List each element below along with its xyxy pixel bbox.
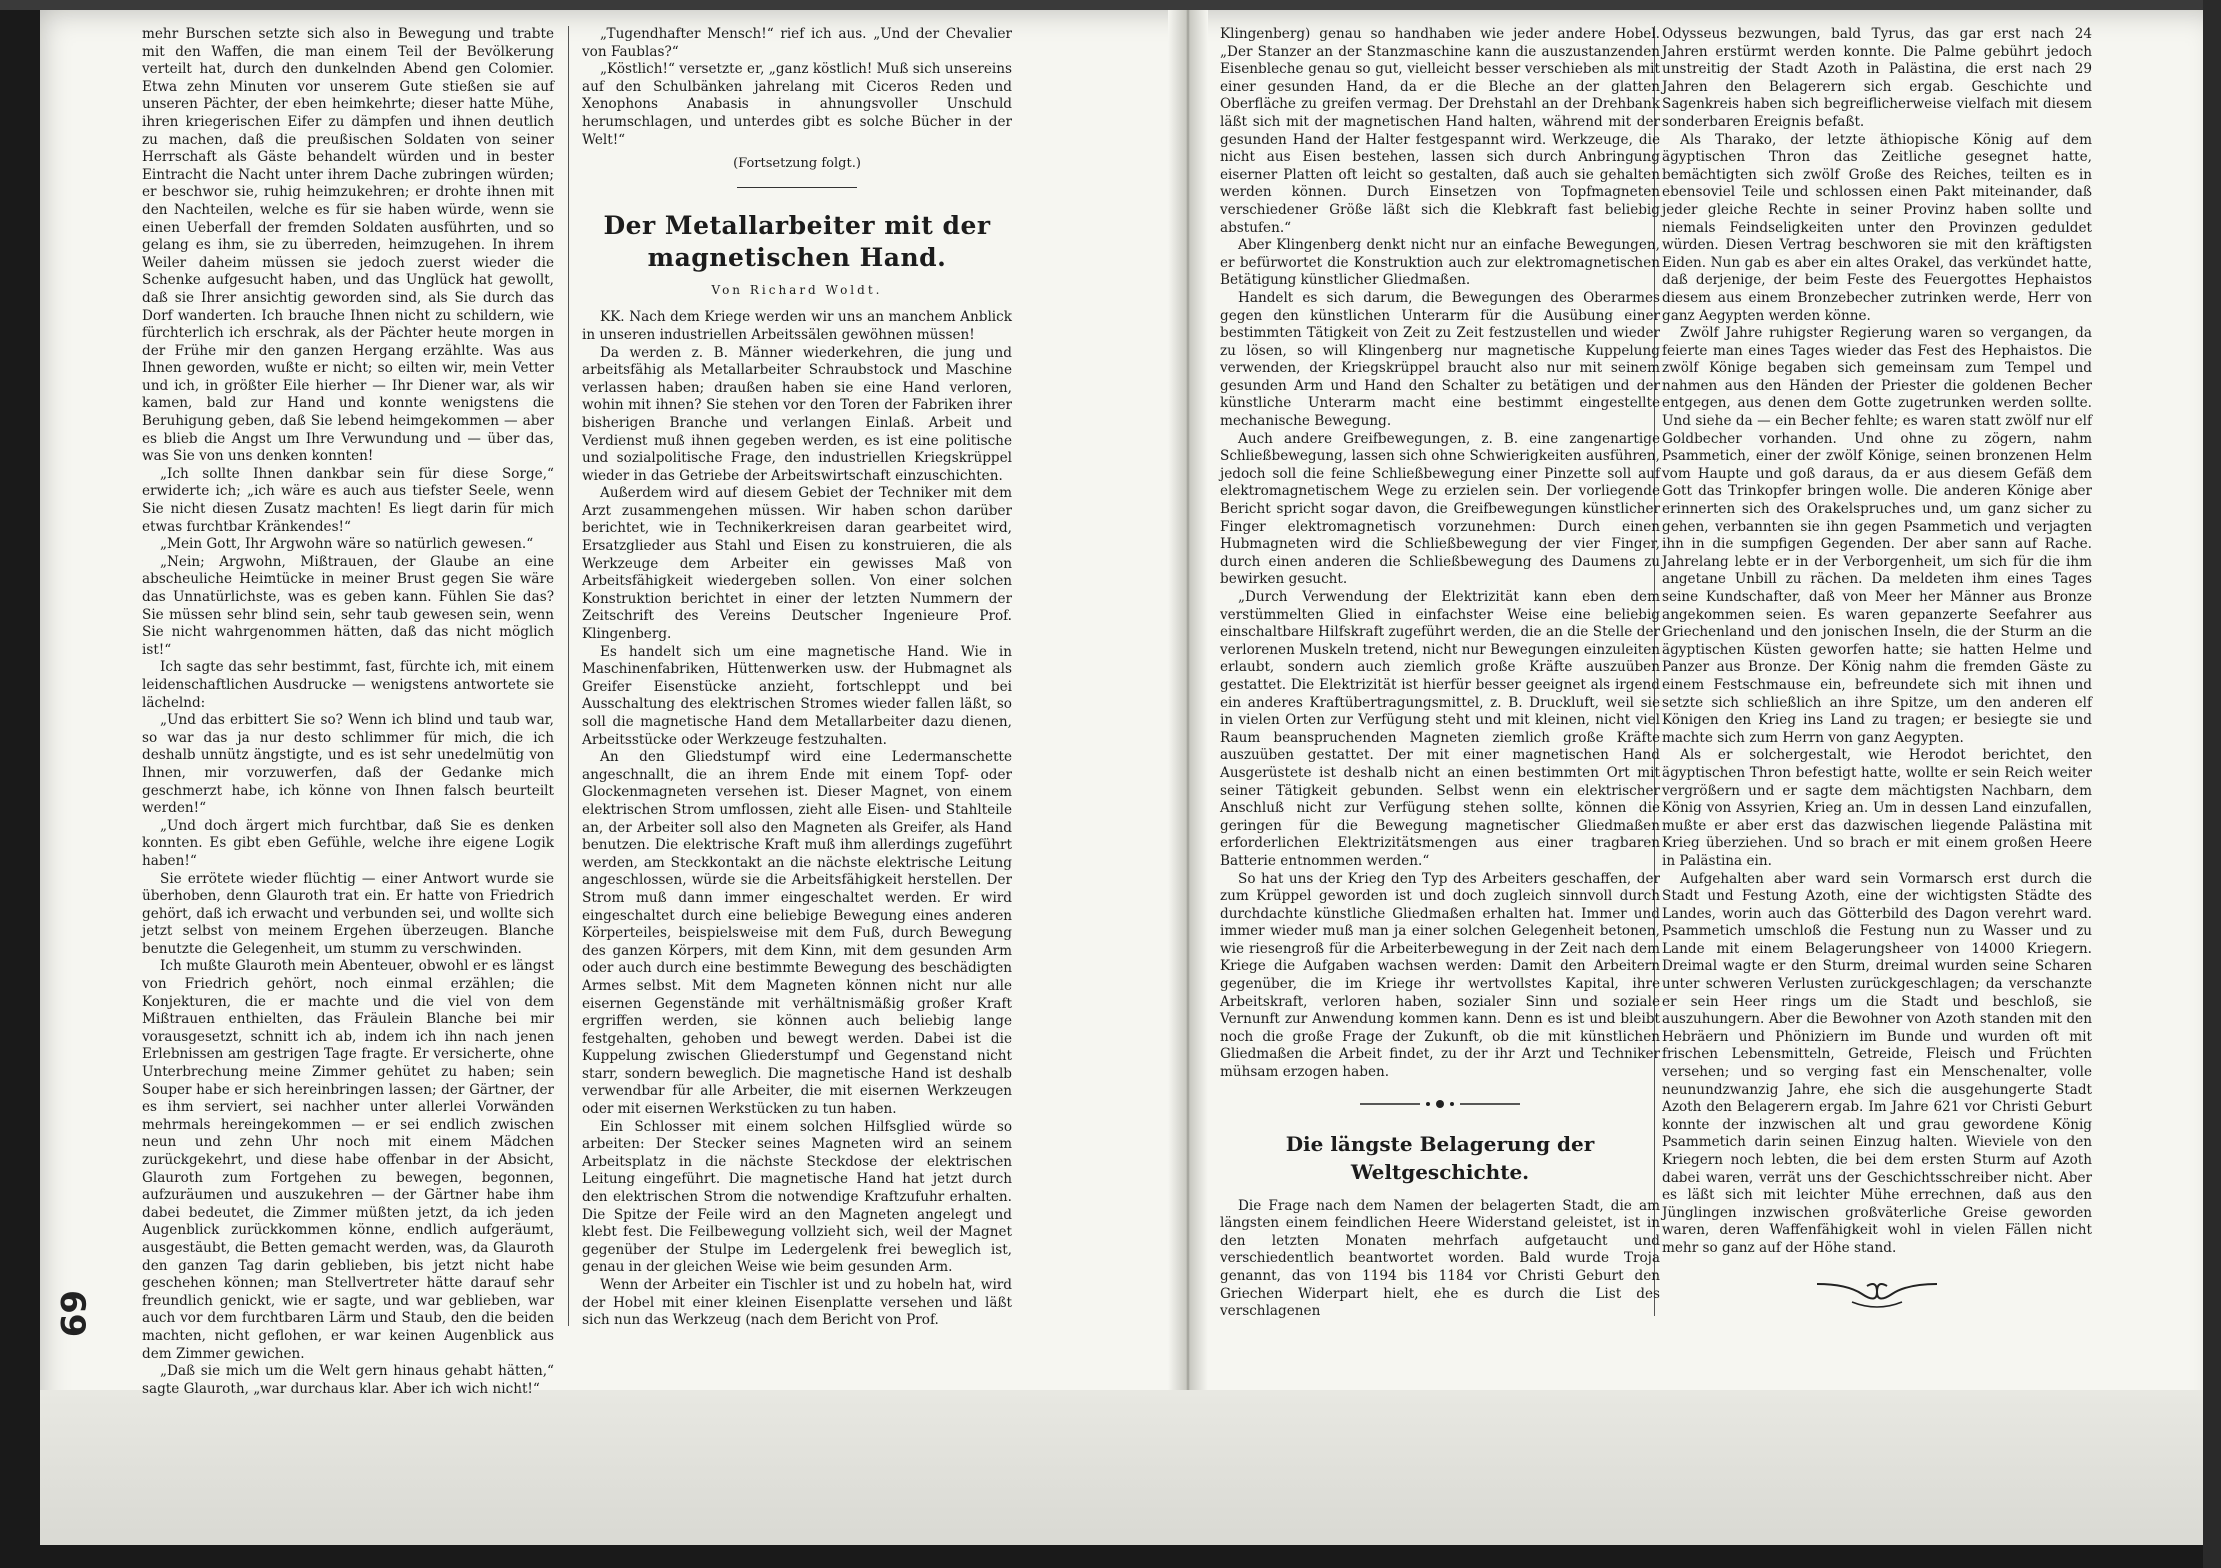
page-gutter <box>1168 10 1208 1390</box>
paragraph: Als Tharako, der letzte äthiopische König auf dem ägyptischen Thron das Zeitliche gesegnet hatte, bemächtigten sich zwölf Große des Reiches, teilten es in ebensoviel Teile und schlossen einen Pakt miteinander, daß jeder gleiche Rechte in seiner Provinz haben sollte und niemals Feindseligkeiten unter den Provinzen geduldet würden. Diesen Vertrag beschworen sie mit den kräftigsten Eiden. Nun gab es aber ein altes Orakel, das verkündet hatte, daß derjenige, der beim Feste des Feuergottes Hephaistos diesem aus einem Bronzebecher zutrinken werde, Herr von ganz Aegypten werden könne. <box>1662 131 2092 324</box>
scan-top-edge <box>0 0 2221 10</box>
paragraph: Klingenberg) genau so handhaben wie jeder andere Hobel. „Der Stanzer an der Stanzmaschine kann die auszustanzenden Eisenbleche genau so gut, vielleicht besser verschieben als mit einer gesunden Hand, da er die Bleche an der glatten Oberfläche zu greifen vermag. Der Drehstahl an der Drehbank läßt sich mit der magnetischen Hand halten, während mit der gesunden Hand der Halter festgespannt wird. Werkzeuge, die nicht aus Eisen bestehen, lassen sich durch Anbringung eiserner Platten oft leicht so gestalten, daß auch sie gehalten werden können. Durch Einsetzen von Topfmagneten verschiedener Größe läßt sich die Klebkraft fast beliebig abstufen.“ <box>1220 26 1660 236</box>
paragraph: Aufgehalten aber ward sein Vormarsch erst durch die Stadt und Festung Azoth, eine der wichtigsten Städte des Landes, worin auch das Götterbild des Dagon verehrt ward. Psammetich umschloß die Festung nun zu Wasser und zu Lande mit einem Belagerungsheer von 14000 Kriegern. Dreimal wagte er den Sturm, dreimal wurden seine Scharen unter schweren Verlusten zurückgeschlagen; da verschanzte er sein Heer rings um die Stadt und beschloß, sie auszuhungern. Aber die Bewohner von Azoth standen mit den Hebräern und Phöniziern im Bunde und wurden oft mit frischen Lebensmitteln, Getreide, Fleisch und Früchten versehen; und so verging fast ein Menschenalter, volle neunundzwanzig Jahre, ehe sich die ausgehungerte Stadt Azoth den Belagerern ergab. Im Jahre 621 vor Christi Geburt konnte der inzwischen alt und grau gewordene König Psammetich darin seinen Einzug halten. Wieviele von den Kriegern noch lebten, die bei dem ersten Sturm auf Azoth dabei waren, verrät uns der Geschichtsschreiber nicht. Aber es läßt sich mit leichter Mühe errechnen, daß aus den Jünglingen inzwischen großväterliche Greise geworden waren, deren Waffenfähigkeit wohl in vielen Fällen nicht mehr so ganz auf der Höhe stand. <box>1662 870 2092 1256</box>
paragraph: So hat uns der Krieg den Typ des Arbeiters geschaffen, der zum Krüppel geworden ist und doch zugleich sinnvoll durch durchdachte künstliche Gliedmaßen erhalten hat. Immer und immer wieder muß man ja einer solchen Gelegenheit betonen, wie riesengroß für die Arbeiterbewegung in der Zeit nach dem Kriege die Aufgaben wachsen werden: Damit den Arbeitern gegenüber, die im Kriege ihr wertvollstes Kapital, ihre Arbeitskraft, verloren haben, sozialer Sinn und soziale Vernunft zur Anwendung kommen kann. Denn es ist und bleibt noch die große Frage der Zukunft, ob die mit künstlichen Gliedmaßen die Arbeit findet, zu der ihr Arzt und Techniker mühsam erzogen haben. <box>1220 870 1660 1081</box>
paragraph: „Mein Gott, Ihr Argwohn wäre so natürlich gewesen.“ <box>160 536 534 553</box>
paragraph: „Durch Verwendung der Elektrizität kann eben dem verstümmelten Glied in einfachster Weise eine beliebig einschaltbare Hilfskraft zugeführt werden, die an die Stelle der verlorenen Muskeln tretend, nicht nur Bewegungen einzuleiten erlaubt, sondern auch ziemlich große Kräfte auszuüben gestattet. Die Elektrizität ist hierfür besser geeignet als irgend ein anderes Kraftübertragungsmittel, z. B. Druckluft, weil sie in vielen Orten zur Verfügung steht und mit kleinen, nicht viel Raum beanspruchenden Magneten ziemlich große Kräfte auszuüben gestattet. Der mit einer magnetischen Hand Ausgerüstete ist deshalb nicht an einen bestimmten Ort mit seiner Tätigkeit gebunden. Selbst wenn ein elektrischer Anschluß nicht zur Verfügung stehen sollte, können die geringen für die Bewegung magnetischer Gliedmaßen erforderlichen Elektrizitätsmengen aus einer tragbaren Batterie entnommen werden.“ <box>1220 589 1660 869</box>
paragraph: „Und das erbittert Sie so? Wenn ich blind und taub war, so war das ja nur desto schlimmer für mich, die ich deshalb unnütz ängstigte, und es ist sehr unedelmütig von Ihnen, mir vorzuwerfen, daß der Gedanke mich geschmerzt habe, ich könne von Ihnen falsch beurteilt werden!“ <box>142 712 554 817</box>
column-1 <box>142 26 554 1398</box>
scan-right-edge <box>2203 0 2221 1568</box>
paragraph: mehr Burschen setzte sich also in Bewegung und trabte mit den Waffen, die man einem Teil der Bevölkerung verteilt hat, durch den dunkelnden Abend gen Colomier. Etwa zehn Minuten vor unserem Gute stießen sie auf unseren Pächter, der eben heimkehrte; dieser hatte Mühe, ihren kriegerischen Eifer zu dämpfen und ihnen deutlich zu machen, daß die preußischen Soldaten von seiner Herrschaft als Gäste behandelt würden und in bester Eintracht die Nacht unter ihrem Dache zubringen würden; er beschwor sie, ruhig heimzukehren; er drohte ihnen mit den Nachteilen, welche es für sie haben würde, wenn sie einen Ueberfall der fremden Soldaten ausführten, und so gelang es ihm, sie zu überreden, heimzugehen. In ihrem Weiler daheim müssen sie jedoch zuerst wieder die Schenke aufgesucht haben, und das Unglück hat gewollt, daß sie Ihrer ansichtig geworden sind, als Sie durch das Dorf wanderten. Ich brauche Ihnen nicht zu schildern, wie fürchterlich ich erschrak, als der Pächter heute morgen in der Frühe mir den ganzen Hergang erzählte. Was aus Ihnen geworden, wußte er nicht; so eilten wir, mein Vetter und ich, in größter Eile hierher — Ihr Diener war, als wir kamen, bald zur Hand und konnte wenigstens die Beruhigung geben, daß Sie lebend heimgekommen — aber es blieb die Angst um Ihre Verwundung und — über das, was Sie von uns denken konnten! <box>142 26 554 465</box>
end-ornament-icon <box>1812 1272 1942 1312</box>
page-number: 69 <box>52 1290 92 1338</box>
paragraph: Ein Schlosser mit einem solchen Hilfsglied würde so arbeiten: Der Stecker seines Magneten wird an seinem Arbeitsplatz in die nächste Steckdose der elektrischen Leitung eingeführt. Die magnetische Hand hat jetzt durch den elektrischen Strom die notwendige Kraftzufuhr erhalten. Die Spitze der Feile wird an den Magneten angelegt und klebt fest. Die Feilbewegung vollzieht sich, weil der Magnet gegenüber der Stulpe im Ledergelenk frei beweglich ist, genau in der gleichen Weise wie beim gesunden Arm. <box>582 1118 1012 1276</box>
paragraph: Zwölf Jahre ruhigster Regierung waren so vergangen, da feierte man eines Tages wieder das Fest des Hephaistos. Die zwölf Könige begaben sich gemeinsam zum Tempel und nahmen aus den Händen der Priester die goldenen Becher entgegen, aus denen dem Gotte zugetrunken werden sollte. Und siehe da — ein Becher fehlte; es waren statt zwölf nur elf Goldbecher vorhanden. Und ohne zu zögern, nahm Psammetich, einer der zwölf Könige, seinen bronzenen Helm vom Haupte und goß daraus, da er aus diesem Gefäß dem Gott das Trinkopfer bringen wolle. Die anderen Könige aber erinnerten sich des Orakelspruches und, um ganz sicher zu gehen, verbannten sie ihn gegen Psammetich und verjagten ihn in die sumpfigen Gegenden. Der aber sann auf Rache. Jahrelang lebte er in der Verborgenheit, um sich für die ihm angetane Unbill zu rächen. Da meldeten ihm eines Tages seine Kundschafter, daß von Meer her Männer aus Bronze angekommen seien. Es waren gepanzerte Seefahrer aus Griechenland und den jonischen Inseln, die der Sturm an die ägyptischen Küsten geworfen hatte; sie hatten Helme und Panzer aus Bronze. Der König nahm die fremden Gäste zu einem Festschmause ein, befreundete sich mit ihnen und setzte sich schließlich an ihre Spitze, um den anderen elf Königen den Krieg ins Land zu tragen; er besiegte sie und machte sich zum Herrn von ganz Aegypten. <box>1662 325 2092 746</box>
paragraph: Die Frage nach dem Namen der belagerten Stadt, die am längsten einem feindlichen Heere Widerstand geleistet, ist in den letzten Monaten mehrfach aufgetaucht und verschiedentlich beantwortet worden. Bald wurde Troja genannt, das von 1194 bis 1184 vor Christi Geburt den Griechen Widerpart hielt, ehe es durch die List des verschlagenen <box>1220 1197 1660 1320</box>
paragraph: „Nein; Argwohn, Mißtrauen, der Glaube an eine abscheuliche Heimtücke in meiner Brust gegen Sie wäre das Unnatürlichste, was es geben kann. Fühlen Sie das? Sie müssen sehr blind sein, sehr taub gewesen sein, wenn Sie nicht wahrgenommen hätten, daß das nicht möglich ist!“ <box>142 553 554 658</box>
column-4 <box>1662 26 2092 1318</box>
paragraph: „Ich sollte Ihnen dankbar sein für diese Sorge,“ erwiderte ich; „ich wäre es auch aus tiefster Seele, wenn Sie nicht diesen Zusatz machten! Es liegt darin für mich etwas furchtbar Kränkendes!“ <box>142 465 554 535</box>
scan-bottom-margin <box>40 1390 2203 1545</box>
column-rule <box>568 26 569 1326</box>
paragraph: Da werden z. B. Männer wiederkehren, die jung und arbeitsfähig als Metallarbeiter Schraubstock und Maschine verlassen haben; draußen haben sie eine Hand verloren, wohin mit ihnen? Sie stehen vor den Toren der Fabriken ihrer bisherigen Branche und verlangen Einlaß. Arbeit und Verdienst muß ihnen gegeben werden, es ist eine politische und sozialpolitische Frage, den industriellen Kriegskrüppel wieder in das Getriebe der Arbeitswirtschaft einzuschichten. <box>582 344 1012 484</box>
paragraph: Ich sagte das sehr bestimmt, fast, fürchte ich, mit einem leidenschaftlichen Ausdrucke — wenigstens antwortete sie lächelnd: <box>142 659 554 711</box>
column-2 <box>582 26 1012 1330</box>
paragraph: „Tugendhafter Mensch!“ rief ich aus. „Und der Chevalier von Faublas?“ <box>582 26 1012 60</box>
paragraph: „Köstlich!“ versetzte er, „ganz köstlich! Muß sich unsereins auf den Schulbänken jahrelang mit Ciceros Reden und Xenophons Anabasis in ahnungsvoller Unschuld herumschlagen, und unterdes gibt es solche Bücher in der Welt!“ <box>582 61 1012 148</box>
paragraph: Wenn der Arbeiter ein Tischler ist und zu hobeln hat, wird der Hobel mit einer kleinen Eisenplatte versehen und läßt sich nun das Werkzeug (nach dem Bericht von Prof. <box>582 1277 1012 1329</box>
paragraph: „Und doch ärgert mich furchtbar, daß Sie es denken konnten. Es gibt eben Gefühle, welche ihre eigene Logik haben!“ <box>142 817 554 869</box>
paragraph: Odysseus bezwungen, bald Tyrus, das gar erst nach 24 Jahren erstürmt werden konnte. Die Palme gebührt jedoch unstreitig der Stadt Azoth in Palästina, die erst nach 29 Jahren den Belagerern sich ergab. Geschichte und Sagenkreis haben sich begreiflicherweise vielfach mit diesem sonderbaren Ereignis befaßt. <box>1662 26 2092 130</box>
article-headline: Der Metallarbeiter mit der magnetischen Hand. <box>603 210 991 272</box>
paragraph: Als er solchergestalt, wie Herodot berichtet, den ägyptischen Thron befestigt hatte, wollte er sein Reich weiter vergrößern und er sagte dem mächtigsten Nachbarn, dem König von Assyrien, Krieg an. Um in dessen Land einzufallen, mußte er aber erst das dazwischen liegende Palästina mit Krieg überziehen. Und so brach er mit einem großen Heere in Palästina ein. <box>1662 747 2092 869</box>
separator-rule <box>737 187 857 188</box>
continuation-note: (Fortsetzung folgt.) <box>733 156 861 172</box>
paragraph: KK. Nach dem Kriege werden wir uns an manchem Anblick in unseren industriellen Arbeitssälen gewöhnen müssen! <box>582 309 1012 343</box>
paragraph: „Daß sie mich um die Welt gern hinaus gehabt hätten,“ sagte Glauroth, „war durchaus klar. Aber ich wich nicht!“ <box>142 1363 554 1397</box>
paragraph: Handelt es sich darum, die Bewegungen des Oberarmes gegen den künstlichen Unterarm für die Ausübung einer bestimmten Tätigkeit von Zeit zu Zeit festzustellen und wieder zu lösen, so will Klingenberg nur magnetische Kuppelung verwenden, der Kriegskrüppel braucht also nur mit seinem gesunden Arm und Hand den Schalter zu betätigen und der künstliche Unterarm macht eine bestimmt eingestellte mechanische Bewegung. <box>1220 289 1660 430</box>
article-byline: Von Richard Woldt. <box>711 282 883 297</box>
paragraph: An den Gliedstumpf wird eine Ledermanschette angeschnallt, die an ihrem Ende mit einem Topf- oder Glockenmagneten versehen ist. Dieser Magnet, von einem elektrischen Strom umflossen, zieht alle Eisen- und Stahlteile an, der Arbeiter soll also den Magneten als Greifer, als Hand benutzen. Die elektrische Kraft muß ihm allerdings zugeführt werden, am Steckkontakt an die nächste elektrische Leitung angeschlossen, würde sie die Arbeitsfähigkeit herstellen. Der Strom muß dann immer eingeschaltet werden. Er wird eingeschaltet durch eine beliebige Bewegung eines anderen Körperteiles, beispielsweise mit dem Fuß, durch Bewegung des ganzen Körpers, mit dem Kinn, mit dem gesunden Arm oder auch durch eine bestimmte Bewegung des beschädigten Armes selbst. Mit dem Magneten können nicht nur alle eisernen Gegenstände mit verhältnismäßig großer Kraft ergriffen werden, sie können auch beliebig lange festgehalten, gehoben und bewegt werden. Dabei ist die Kuppelung zwischen Gliederstumpf und Gegenstand nicht starr, sondern beweglich. Die magnetische Hand ist deshalb verwendbar für alle Arbeiter, die mit eisernen Werkzeugen oder mit eisernen Werkstücken zu tun haben. <box>582 749 1012 1118</box>
paragraph: Es handelt sich um eine magnetische Hand. Wie in Maschinenfabriken, Hüttenwerken usw. der Hubmagnet als Greifer Eisenstücke anzieht, fortschleppt und bei Ausschaltung des elektrischen Stromes wieder fallen läßt, so soll die magnetische Hand dem Metallarbeiter dazu dienen, Arbeitsstücke oder Werkzeuge festzuhalten. <box>582 643 1012 748</box>
paragraph: Ich mußte Glauroth mein Abenteuer, obwohl er es längst von Friedrich gehört, noch einmal erzählen; die Konjekturen, die er machte und die viel von dem Mißtrauen enthielten, das Fräulein Blanche bei mir vorausgesetzt, schnitt ich ab, indem ich ihn nach jenen Erlebnissen am gestrigen Tage fragte. Er versicherte, ohne Unterbrechung meine Zimmer gehütet zu haben; sein Souper habe er sich hereinbringen lassen; der Gärtner, der es ihm serviert, sei nachher unter allerlei Vorwänden mehrmals hereingekommen — er sei endlich zwischen neun und zehn Uhr noch mit einem Mädchen zurückgekehrt, und diese habe offenbar in der Absicht, Glauroth zum Fortgehen zu bewegen, begonnen, aufzuräumen und auszukehren — der Gärtner habe ihm dabei bedeutet, die Zimmer müßten jetzt, da ich jeden Augenblick zurückkommen könne, endlich aufgeräumt, ausgestäubt, die Betten gemacht werden, was, da Glauroth den ganzen Tag darin geblieben, bis jetzt nicht habe geschehen können; man Stellvertreter hätte darauf sehr freundlich genickt, wie er sagte, und war geblieben, war auch vor dem furchtbaren Lärm und Staub, den die beiden machten, nicht geflohen, er war keinen Augenblick aus dem Zimmer gewichen. <box>142 958 554 1362</box>
paragraph: Auch andere Greifbewegungen, z. B. eine zangenartige Schließbewegung, lassen sich ohne Schwierigkeiten ausführen, jedoch soll die feine Schließbewegung einer Pinzette soll auf elektromagnetischem Wege zu erzielen sein. Der vorliegende Bericht spricht sogar davon, die Greifbewegungen künstlicher Finger elektromagnetisch vorzunehmen: Durch einen Hubmagneten wird die Schließbewegung der vier Finger, durch einen anderen die Schließbewegung des Daumens zu bewirken gesucht. <box>1220 430 1660 588</box>
paragraph: Sie errötete wieder flüchtig — einer Antwort wurde sie überhoben, denn Glauroth trat ein. Er hatte von Friedrich gehört, daß ich erwacht und verbunden sei, und wollte sich jetzt selbst von meinem Ergehen überzeugen. Blanche benutzte die Gelegenheit, um stumm zu verschwinden. <box>142 870 554 957</box>
paragraph: Außerdem wird auf diesem Gebiet der Techniker mit dem Arzt zusammengehen müssen. Wir haben schon darüber berichtet, wie in Technikerkreisen daran gearbeitet wird, Ersatzglieder aus Stahl und Eisen zu konstruieren, die als Werkzeuge dem Arbeiter ein gewisses Maß von Arbeitsfähigkeit wiedergeben sollen. Von einer solchen Konstruktion berichtet in einer der letzten Nummern der Zeitschrift des Vereins Deutscher Ingenieure Prof. Klingenberg. <box>582 485 1012 643</box>
paragraph: Aber Klingenberg denkt nicht nur an einfache Bewegungen, er befürwortet die Konstruktion auch zur elektromagnetischen Betätigung künstlicher Gliedmaßen. <box>1220 237 1660 289</box>
ornament-divider-icon <box>1350 1096 1530 1112</box>
article-headline: Die längste Belagerung der Weltgeschichte. <box>1285 1131 1595 1184</box>
column-3 <box>1220 26 1660 1321</box>
